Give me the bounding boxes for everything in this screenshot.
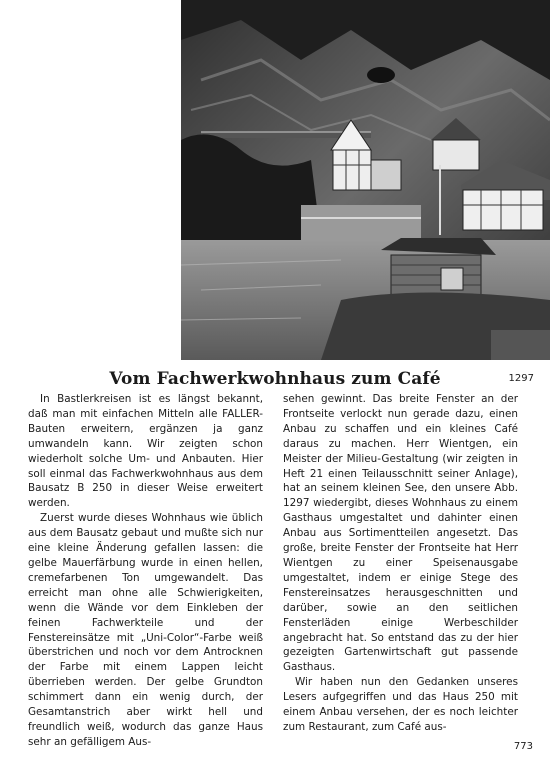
photo-illustration	[181, 0, 550, 360]
left-column	[28, 392, 263, 750]
model-railway-photo	[181, 0, 550, 360]
paragraph: Wir haben nun den Gedanken unseres Lesers aufgegriffen und das Haus 250 mit einem Anbau versehen, der es noch leichter zum Restaurant, zum Café aus-	[283, 676, 518, 733]
article-title: Vom Fachwerkwohnhaus zum Café	[109, 369, 441, 389]
page-number: 773	[513, 741, 533, 752]
right-column	[283, 392, 518, 735]
paragraph: sehen gewinnt. Das breite Fenster an der Frontseite verlockt nun gerade dazu, einen Anbau zu schaffen und ein kleines Café daraus zu machen. Herr Wientgen, ein Meister der Milieu-Gestaltung (wir zeigten in Heft 21 einen Teilausschnitt seiner Anlage), hat an seinem kleinen See, den unsere Abb. 1297 wiedergibt, dieses Wohnhaus zu einem Gasthaus umgestaltet und dahinter einen Anbau aus Sortimentteilen angesetzt. Das große, breite Fenster der Frontseite hat Herr Wientgen zu einer Speisenausgabe umgestaltet, indem er einige Stege des Fenstereinsatzes herausgeschnitten und darüber, sowie an den seitlichen Fensterläden einige Werbeschilder angebracht hat. So entstand das zu der hier gezeigten Gartenwirtschaft gut passende Gasthaus.	[283, 393, 518, 674]
paragraph: In Bastlerkreisen ist es längst bekannt, daß man mit einfachen Mitteln alle FALLER-Bauten erweitern, ergänzen ja ganz umwandeln kann. Wir zeigten schon wiederholt solche Um- und Anbauten. Hier soll einmal das Fachwerkwohnhaus aus dem Bausatz B 250 in dieser Weise erweitert werden.	[28, 393, 263, 510]
figure-number: 1297	[508, 373, 534, 384]
paragraph: Zuerst wurde dieses Wohnhaus wie üblich aus dem Bausatz gebaut und mußte sich nur eine kleine Änderung gefallen lassen: die gelbe Mauerfärbung wurde in einen hellen, cremefarbenen Ton umgewandelt. Das erreicht man ohne alle Schwierigkeiten, wenn die Wände vor dem Einkleben der feinen Fachwerkteile und der Fenstereinsätze mit „Uni-Color“-Farbe weiß überstrichen und noch vor dem Antrocknen der Farbe mit einem Lappen leicht überrieben werden. Der gelbe Grundton schimmert dann ein wenig durch, der Gesamtanstrich aber wirkt hell und freundlich weiß, wodurch das ganze Haus sehr an gefälligem Aus-	[28, 512, 263, 748]
